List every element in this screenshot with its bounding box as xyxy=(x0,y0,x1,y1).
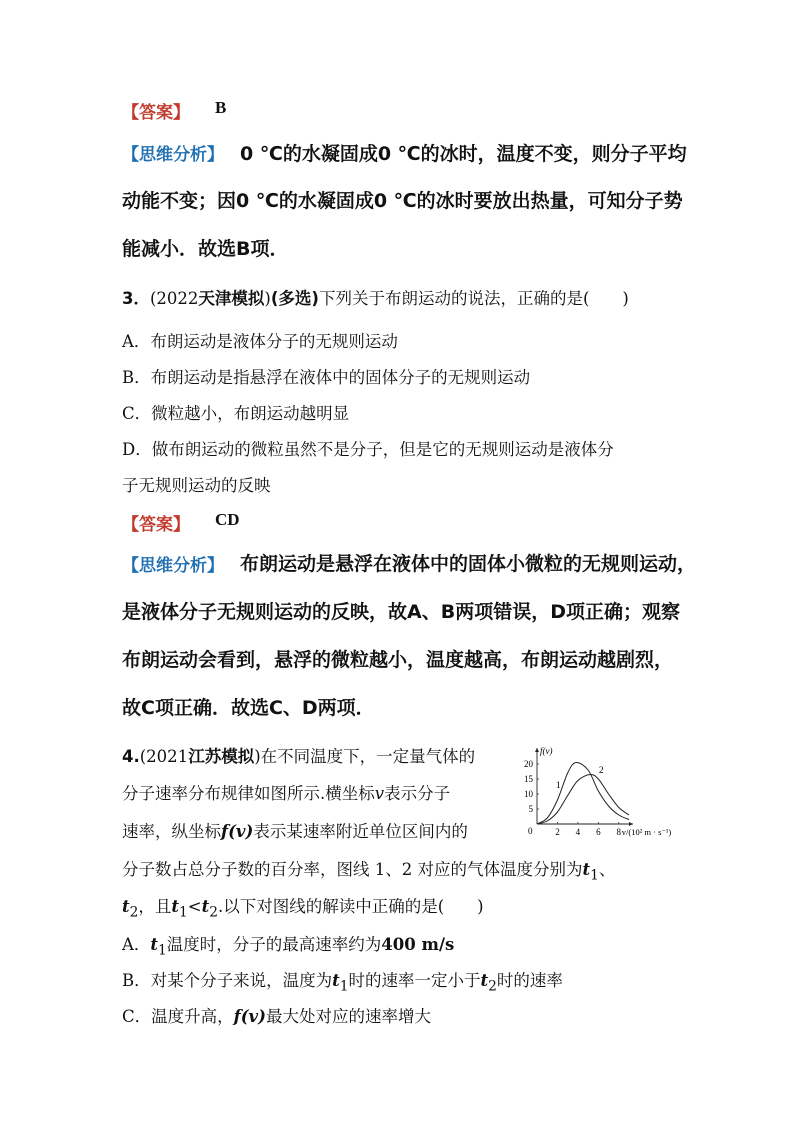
option-c xyxy=(122,1003,431,1027)
subscript: 2 xyxy=(209,904,218,921)
analysis-line: 布朗运动是悬浮在液体中的固体小微粒的无规则运动， xyxy=(240,553,697,575)
answer-label: 【答案】 xyxy=(122,515,190,535)
source-close: ) xyxy=(254,747,261,766)
distribution-chart xyxy=(510,742,682,838)
curve-2 xyxy=(537,774,629,824)
x-tick-label: 2 xyxy=(555,827,560,837)
question-4-line-3 xyxy=(122,818,468,842)
subscript: 1 xyxy=(590,867,599,884)
variable-fv: f(v) xyxy=(233,1007,266,1026)
source-open: (2021 xyxy=(139,747,189,766)
analysis-line: 动能不变；因0 ℃的水凝固成0 ℃的冰时要放出热量，可知分子势 xyxy=(122,190,683,212)
question-text: 分子速率分布规律如图所示.横坐标 xyxy=(122,784,375,803)
question-4-line-2 xyxy=(122,780,450,804)
question-number: 4. xyxy=(122,747,140,766)
subscript: 2 xyxy=(129,904,139,921)
x-axis-arrow xyxy=(629,822,633,826)
variable-t: t xyxy=(171,897,179,916)
question-4-line-5 xyxy=(122,893,484,920)
question-4-line-4 xyxy=(122,856,615,883)
x-tick-label: 4 xyxy=(575,827,581,837)
question-text: 表示某速率附近单位区间内的 xyxy=(253,822,468,841)
y-tick-label: 15 xyxy=(524,774,533,784)
source-open: (2022 xyxy=(149,289,199,308)
option-text: 时的速率一定小于 xyxy=(348,971,481,990)
variable-t: t xyxy=(582,860,591,879)
question-4-line-1 xyxy=(122,743,475,767)
question-text: 、 xyxy=(598,860,616,879)
option-text: 温度时，分子的最高速率约为 xyxy=(166,935,382,954)
subscript: 2 xyxy=(488,978,497,995)
option-text: B．对某个分子来说，温度为 xyxy=(122,971,333,990)
subscript: 1 xyxy=(158,942,167,959)
option-b: B．布朗运动是指悬浮在液体中的固体分子的无规则运动 xyxy=(122,368,531,387)
analysis-line: 是液体分子无规则运动的反映，故A、B两项错误，D项正确；观察 xyxy=(122,601,680,623)
x-tick-label: 8 xyxy=(616,827,622,837)
curve-label-1: 1 xyxy=(555,781,561,791)
analysis-line: 0 ℃的水凝固成0 ℃的冰时，温度不变，则分子平均 xyxy=(240,143,687,165)
y-axis-arrow xyxy=(535,748,539,752)
question-type: (多选) xyxy=(270,289,319,308)
variable-t: t xyxy=(332,971,340,990)
question-text: 速率，纵坐标 xyxy=(122,822,221,841)
variable-v: v xyxy=(374,784,385,803)
option-d-continued: 子无规则运动的反映 xyxy=(122,476,271,495)
option-text: 最大处对应的速率增大 xyxy=(265,1007,431,1026)
option-value: 400 m/s xyxy=(381,935,455,954)
curve-label-2: 2 xyxy=(598,766,604,776)
analysis-label: 【思维分析】 xyxy=(122,556,224,576)
question-number: 3． xyxy=(122,289,150,308)
answer-value: B xyxy=(215,98,227,117)
source-name: 江苏模拟 xyxy=(188,747,255,766)
variable-t: t xyxy=(201,897,210,916)
less-than: < xyxy=(187,897,202,916)
option-prefix: A． xyxy=(122,935,151,954)
answer-label: 【答案】 xyxy=(122,103,190,123)
question-text: 下列关于布朗运动的说法，正确的是( ) xyxy=(318,289,629,308)
option-a: A．布朗运动是液体分子的无规则运动 xyxy=(122,332,398,351)
question-3-stem xyxy=(122,285,629,309)
curve-1 xyxy=(537,762,629,824)
question-text: 分子数占总分子数的百分率，图线 1、2 对应的气体温度分别为 xyxy=(122,860,583,879)
analysis-line: 能减小．故选B项． xyxy=(122,238,289,260)
subscript: 1 xyxy=(339,978,349,995)
y-tick-label: 10 xyxy=(524,789,533,799)
question-text: ，且 xyxy=(138,897,172,916)
analysis-line: 故C项正确．故选C、D两项． xyxy=(122,697,375,719)
x-tick-label: 6 xyxy=(596,827,601,837)
answer-value: CD xyxy=(215,510,240,529)
option-d: D．做布朗运动的微粒虽然不是分子，但是它的无规则运动是液体分 xyxy=(122,440,614,459)
option-b xyxy=(122,967,563,994)
y-tick-label: 5 xyxy=(528,804,533,814)
variable-t: t xyxy=(480,971,489,990)
analysis-line: 布朗运动会看到，悬浮的微粒越小，温度越高，布朗运动越剧烈， xyxy=(122,649,674,671)
option-text: 时的速率 xyxy=(496,971,563,990)
variable-t: t xyxy=(122,897,130,916)
source-name: 天津模拟 xyxy=(198,289,265,308)
question-text: 表示分子 xyxy=(384,784,451,803)
x-axis-label: v/(10² m · s⁻¹) xyxy=(621,827,672,837)
variable-fv: f(v) xyxy=(221,822,254,841)
option-a xyxy=(122,931,454,958)
question-text: 在不同温度下，一定量气体的 xyxy=(260,747,476,766)
option-c: C．微粒越小，布朗运动越明显 xyxy=(122,404,350,423)
source-close: ) xyxy=(264,289,271,308)
variable-t: t xyxy=(150,935,159,954)
y-tick-label: 20 xyxy=(524,759,533,769)
y-axis-label: f(v) xyxy=(540,746,553,756)
x-tick-label: 0 xyxy=(528,826,533,836)
analysis-label: 【思维分析】 xyxy=(122,145,224,165)
option-text: C．温度升高， xyxy=(122,1007,234,1026)
question-text: .以下对图线的解读中正确的是( ) xyxy=(217,897,484,916)
subscript: 1 xyxy=(179,904,188,921)
